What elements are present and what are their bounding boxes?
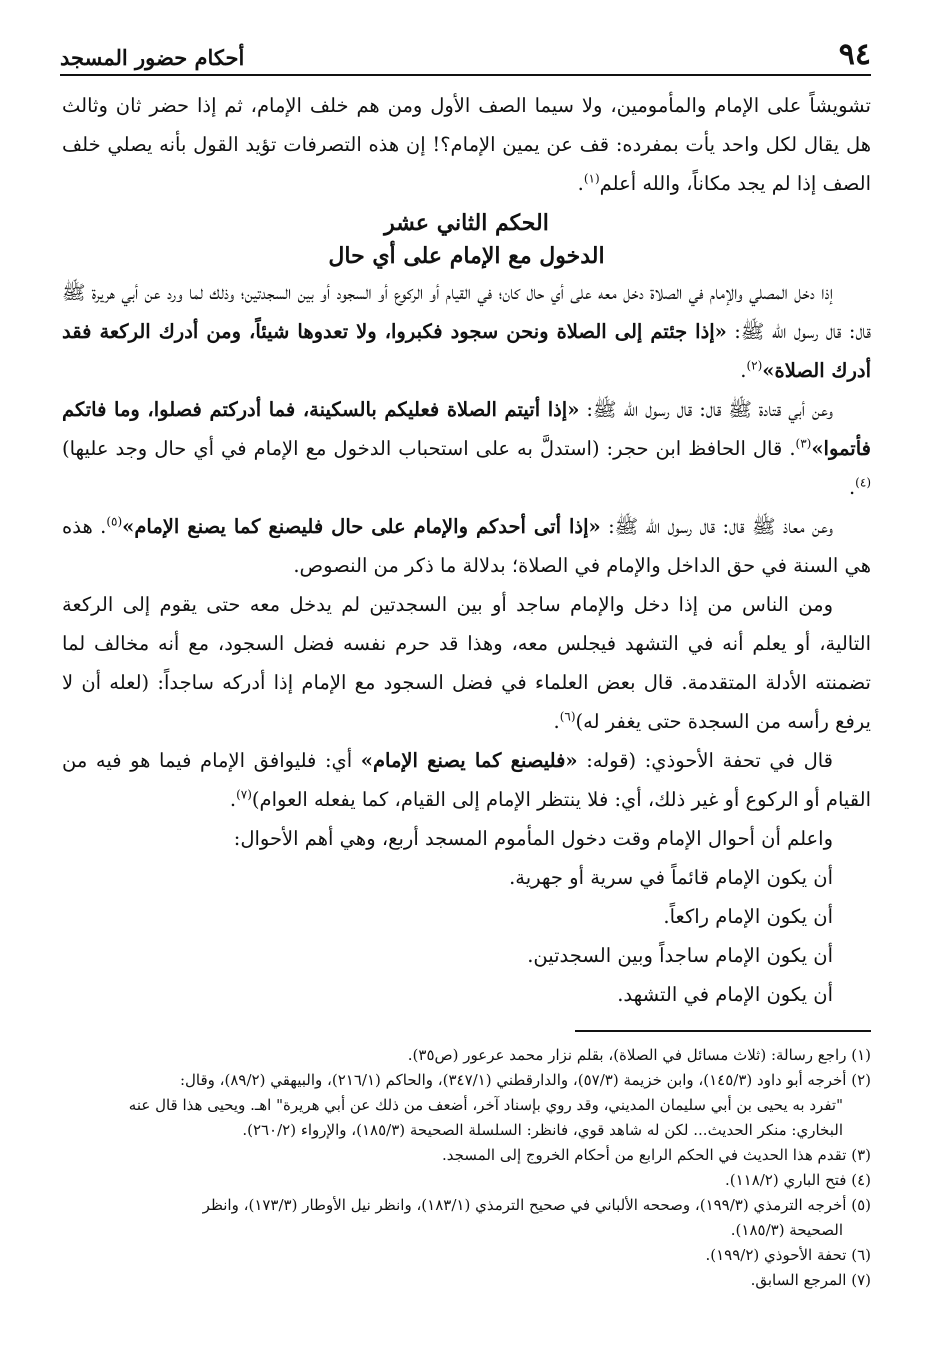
hadith-quote: «إذا أتى أحدكم والإمام على حال فليصنع كما يصنع الإمام» [122, 515, 601, 538]
paragraph-text: أي: فليوافق الإمام فيما هو فيه من القيام أو الركوع أو غير ذلك، أي: فلا ينتظر الإمام إلى القيام، كما يفعله العوام) [62, 749, 871, 811]
list-item: أن يكون الإمام ساجداً وبين السجدتين. [527, 944, 833, 967]
footnote-1: (١) راجع رسالة: (ثلاث مسائل في الصلاة)، بقلم نزار محمد عرعور (ص٣٥). [407, 1046, 871, 1064]
list-item: أن يكون الإمام قائماً في سرية أو جهرية. [509, 866, 833, 889]
footnote-2-continued: البخاري: منكر الحديث... لكن له شاهد قوي، فانظر: السلسلة الصحيحة (١٨٥/٣)، والإرواء (٢٦٠/٢). [242, 1121, 843, 1139]
section-heading-title: الدخول مع الإمام على أي حال [328, 243, 605, 269]
footnote-7: (٧) المرجع السابق. [750, 1271, 871, 1289]
main-text [62, 86, 871, 1014]
paragraph-text: ومن الناس من إذا دخل والإمام ساجد أو بين السجدتين لم يدخل معه حتى يقوم إلى الركعة التالية، أو يعلم أنه في التشهد فيجلس معه، وهذا قد حرم نفسه فضل السجود، مع أنه مخالف لما تضمنته الأدلة المتقدمة. قال بعض العلماء في فضل السجود مع الإمام إذا أدركه ساجداً: (لعله أن لا يرفع رأسه من السجدة حتى يغفر له) [62, 593, 871, 733]
footnote-ref: (٦) [559, 709, 576, 724]
paragraph-text: وعن معاذ ﷺ قال: قال رسول الله ﷺ: [600, 515, 833, 538]
paragraph-1: إذا دخل المصلي والإمام في الصلاة دخل معه على أي حال كان؛ في القيام أو الركوع أو السجود أو بين السجدتين؛ وذلك لما ورد عن أبي هريرة ﷺ قال: قال رسول الله ﷺ: «إذا جئتم إلى الصلاة ونحن سجود فكبروا، ولا تعدوها شيئاً، ومن أدرك الركعة فقد أدرك الصلاة»$^{(٢)}$. [62, 281, 871, 382]
paragraph-text: . هذه هي السنة في حق الداخل والإمام في الصلاة؛ بدلالة ما ذكر من النصوص. [62, 515, 871, 577]
paragraph-text: تشويشاً على الإمام والمأمومين، ولا سيما الصف الأول ومن هم خلف الإمام، ثم إذا حضر ثان وثالث هل يقال لكل واحد يأت بمفرده: قف عن يمين الإمام؟! إن هذه التصرفات تؤيد القول بأنه يصلي خلف الصف إذا لم يجد مكاناً، والله أعلم [62, 94, 871, 195]
footnote-2-continued: "تفرد به يحيى بن أبي سليمان المديني، وقد روي بإسناد آخر، أضعف من ذلك عن أبي هريرة" اهـ. ويحيى هذا قال عنه [128, 1096, 843, 1114]
paragraph-text: إذا دخل المصلي والإمام في الصلاة دخل معه على أي حال كان؛ في القيام أو الركوع أو السجود أو بين السجدتين؛ وذلك لما ورد عن أبي هريرة ﷺ قال: قال رسول الله ﷺ: [62, 281, 871, 343]
footnote-ref: (٤) [855, 475, 871, 490]
footnote-ref: (٣) [795, 436, 812, 451]
footnotes [62, 1043, 871, 1293]
paragraph-6: واعلم أن أحوال الإمام وقت دخول المأموم المسجد أربع، وهي أهم الأحوال: [233, 827, 833, 850]
footnote-2: (٢) أخرجه أبو داود (١٤٥/٣)، وابن خزيمة (٥٧/٣)، والدارقطني (٣٤٧/١)، والحاكم (٢١٦/١)، والبيهقي (٨٩/٢)، وقال: [179, 1071, 871, 1089]
paragraph-3 [62, 507, 871, 585]
page-header [60, 34, 871, 76]
running-title: أحكام حضور المسجد [60, 45, 245, 70]
footnote-ref: (١) [583, 171, 600, 186]
footnote-3: (٣) تقدم هذا الحديث في الحكم الرابع من أحكام الخروج إلى المسجد. [441, 1146, 871, 1164]
paragraph-5: قال في تحفة الأحوذي: (قوله: «فليصنع كما يصنع الإمام» أي: فليوافق الإمام فيما هو فيه من القيام أو الركوع أو غير ذلك، أي: فلا ينتظر الإمام إلى القيام، كما يفعله العوام)$^{(٧)}$. [62, 749, 871, 811]
footnote-ref: (٥) [106, 514, 123, 529]
hadith-quote: «فليصنع كما يصنع الإمام» [360, 749, 578, 772]
footnote-6: (٦) تحفة الأحوذي (١٩٩/٢). [705, 1246, 871, 1264]
list-item: أن يكون الإمام راكعاً. [663, 905, 833, 928]
paragraph-text: . قال الحافظ ابن حجر: (استدلَّ به على استحباب الدخول مع الإمام في أي حال وجد عليها) [62, 437, 796, 460]
list-item: أن يكون الإمام في التشهد. [617, 983, 833, 1006]
footnote-divider [575, 1030, 871, 1032]
hadith-quote: «إذا أتيتم الصلاة فعليكم بالسكينة، فما أدركتم فصلوا، وما فاتكم فأتموا» [62, 398, 871, 460]
footnote-ref: (٢) [746, 358, 763, 373]
paragraph-text: وعن أبي قتادة ﷺ قال: قال رسول الله ﷺ: [579, 398, 833, 421]
paragraph-continuation: تشويشاً على الإمام والمأمومين، ولا سيما الصف الأول ومن هم خلف الإمام، ثم إذا حضر ثان وثالث هل يقال لكل واحد يأت بمفرده: قف عن يمين الإمام؟! إن هذه التصرفات تؤيد القول بأنه يصلي خلف الصف إذا لم يجد مكاناً، والله أعلم$^{(١)}$. [62, 94, 871, 195]
paragraph-4: ومن الناس من إذا دخل والإمام ساجد أو بين السجدتين لم يدخل معه حتى يقوم إلى الركعة التالية، أو يعلم أنه في التشهد فيجلس معه، وهذا قد حرم نفسه فضل السجود، مع أنه مخالف لما تضمنته الأدلة المتقدمة. قال بعض العلماء في فضل السجود مع الإمام إذا أدركه ساجداً: (لعله أن لا يرفع رأسه من السجدة حتى يغفر له)$^{(٦)}$. [62, 593, 871, 733]
page-number: ٩٤ [838, 37, 871, 72]
paragraph-text: قال في تحفة الأحوذي: (قوله: [577, 749, 833, 772]
footnote-5-continued: الصحيحة (١٨٥/٣). [730, 1221, 843, 1239]
footnote-ref: (٧) [236, 787, 252, 802]
footnote-5: (٥) أخرجه الترمذي (١٩٩/٣)، وصححه الألباني في صحيح الترمذي (١٨٣/١)، وانظر نيل الأوطار (١٧٣/٣)، وانظر [202, 1196, 871, 1214]
footnote-4: (٤) فتح الباري (١١٨/٢). [724, 1171, 871, 1189]
hadith-quote: «إذا جئتم إلى الصلاة ونحن سجود فكبروا، ولا تعدوها شيئاً، ومن أدرك الركعة فقد أدرك الصلاة» [62, 320, 871, 382]
paragraph-2: وعن أبي قتادة ﷺ قال: قال رسول الله ﷺ: «إذا أتيتم الصلاة فعليكم بالسكينة، فما أدركتم فصلوا، وما فاتكم فأتموا»$^{(٣)}$. قال الحافظ ابن حجر: (استدلَّ به على استحباب الدخول مع الإمام في أي حال وجد عليها)$^{(٤)}$. [62, 398, 871, 499]
section-heading-number: الحكم الثاني عشر [384, 210, 549, 236]
